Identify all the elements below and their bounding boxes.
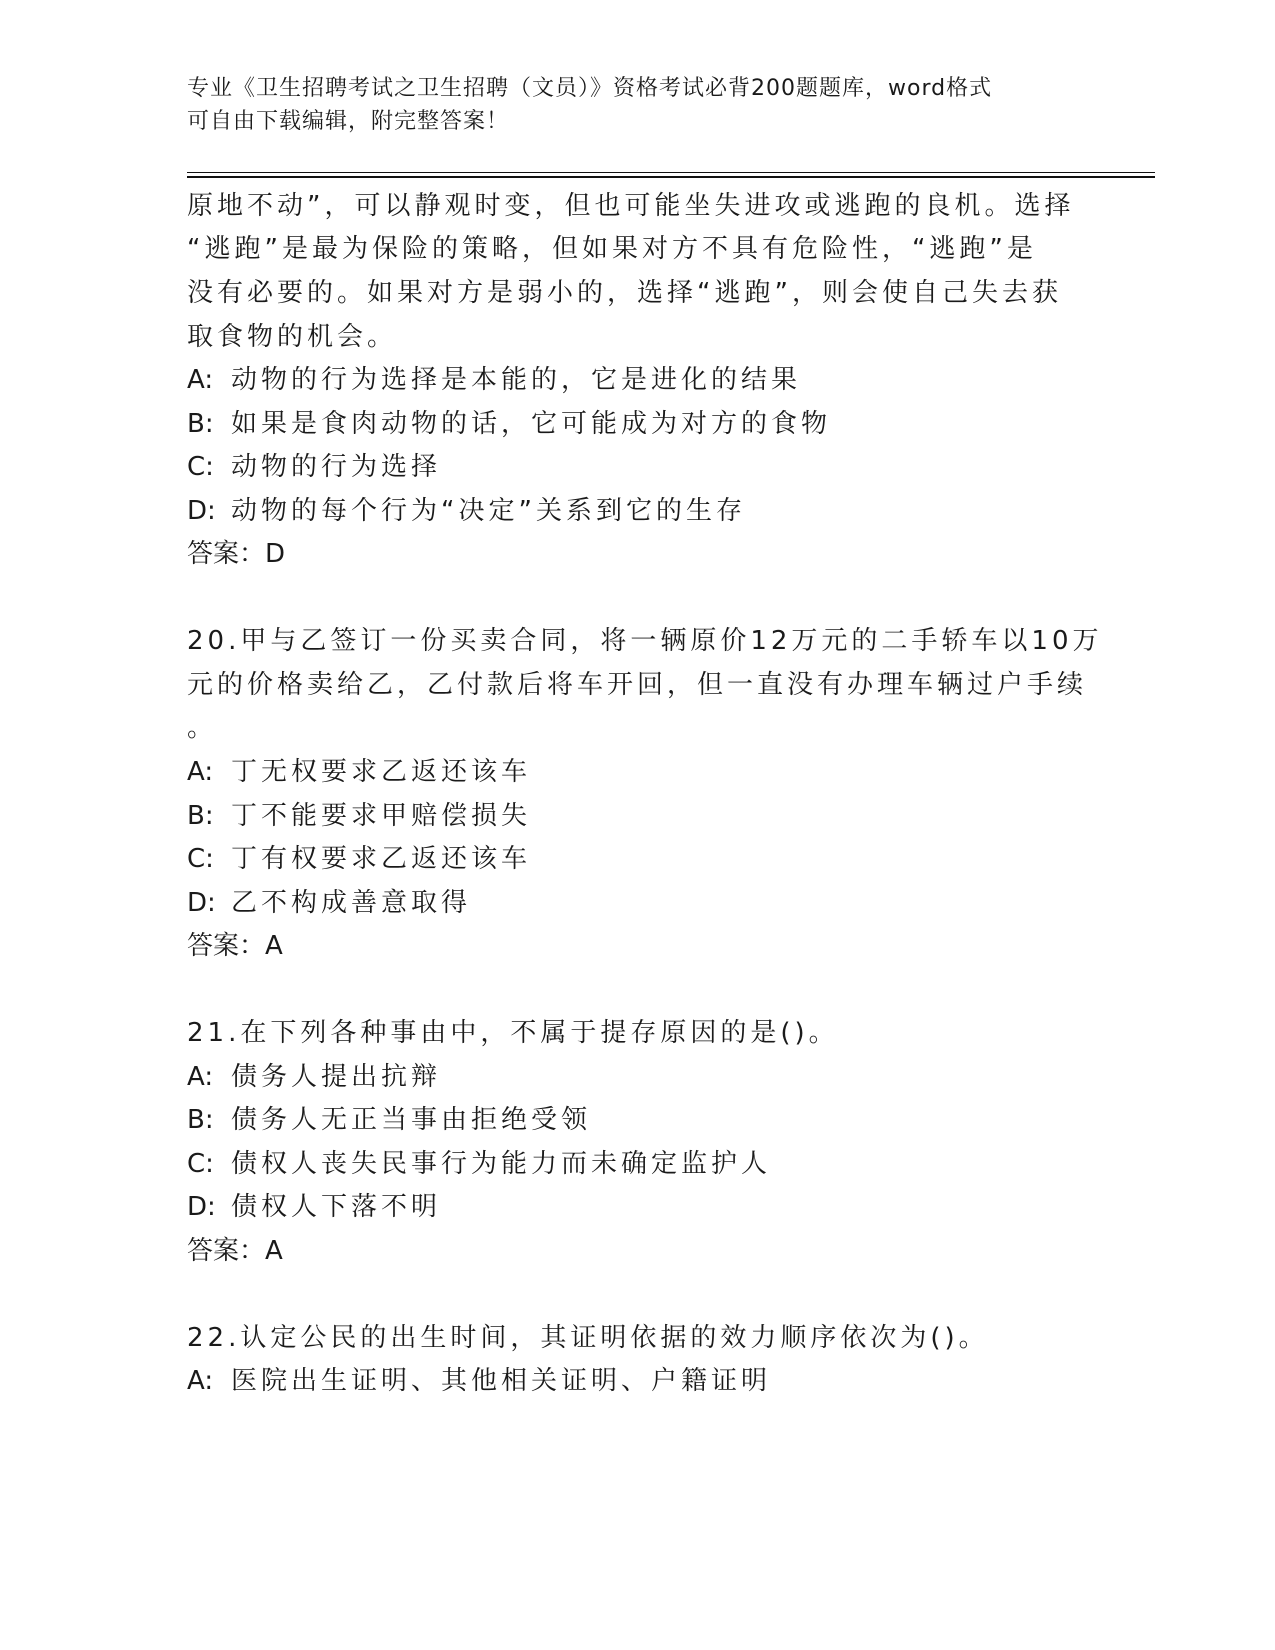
q21-text-line-1: 21.在下列各种事由中，不属于提存原因的是()。 (187, 1018, 839, 1048)
q20-text-line-1: 20.甲与乙签订一份买卖合同，将一辆原价12万元的二手轿车以10万 (187, 626, 1103, 656)
q20-option-b (187, 800, 531, 832)
option-text: 丁不能要求甲赔偿损失 (231, 801, 532, 831)
option-text: 动物的每个行为“决定”关系到它的生存 (231, 496, 746, 526)
q21-option-a (187, 1061, 441, 1093)
q20-option-c (187, 843, 531, 875)
q20-option-a (187, 756, 531, 788)
q19-text-line-4: 取食物的机会。 (187, 322, 398, 352)
option-label: A: (187, 757, 214, 787)
option-label: A: (187, 1062, 214, 1092)
option-text: 如果是食肉动物的话，它可能成为对方的食物 (231, 409, 832, 439)
q19-option-c (187, 451, 441, 483)
option-text: 丁无权要求乙返还该车 (231, 757, 532, 787)
option-label: A: (187, 1366, 214, 1396)
option-text: 动物的行为选择是本能的，它是进化的结果 (231, 365, 802, 395)
option-text: 丁有权要求乙返还该车 (231, 844, 532, 874)
option-text: 债权人下落不明 (231, 1192, 442, 1222)
header-line-1: 专业《卫生招聘考试之卫生招聘（文员）》资格考试必背200题题库，word格式 (187, 76, 993, 101)
q20-answer: 答案：A (187, 931, 283, 961)
q22-option-a (187, 1365, 771, 1397)
option-text: 债务人提出抗辩 (231, 1062, 442, 1092)
option-text: 债务人无正当事由拒绝受领 (231, 1105, 592, 1135)
q21-option-c (187, 1148, 771, 1180)
q19-text-line-1: 原地不动”，可以静观时变，但也可能坐失进攻或逃跑的良机。选择 (187, 191, 1075, 221)
option-label: A: (187, 365, 214, 395)
header-rule-thin (187, 172, 1155, 173)
option-label: C: (187, 452, 214, 482)
q19-text-line-3: 没有必要的。如果对方是弱小的，选择“逃跑”，则会使自己失去获 (187, 278, 1062, 308)
header-rule-thick (187, 176, 1155, 178)
option-text: 医院出生证明、其他相关证明、户籍证明 (231, 1366, 772, 1396)
q19-option-d (187, 495, 746, 527)
option-text: 动物的行为选择 (231, 452, 442, 482)
option-text: 债权人丧失民事行为能力而未确定监护人 (231, 1149, 772, 1179)
option-label: D: (187, 496, 216, 526)
option-label: C: (187, 844, 214, 874)
option-label: C: (187, 1149, 214, 1179)
q21-answer: 答案：A (187, 1236, 283, 1266)
document-header (187, 72, 1087, 138)
q21-option-d (187, 1191, 441, 1223)
q20-option-d (187, 887, 471, 919)
option-text: 乙不构成善意取得 (231, 888, 472, 918)
q19-text-line-2: “逃跑”是最为保险的策略，但如果对方不具有危险性，“逃跑”是 (187, 234, 1037, 264)
q19-option-b (187, 408, 831, 440)
option-label: D: (187, 1192, 216, 1222)
option-label: B: (187, 801, 214, 831)
option-label: B: (187, 409, 214, 439)
q20-text-line-3: 。 (187, 713, 218, 743)
q21-option-b (187, 1104, 591, 1136)
header-line-2: 可自由下载编辑，附完整答案！ (187, 109, 510, 134)
option-label: B: (187, 1105, 214, 1135)
q20-text-line-2: 元的价格卖给乙，乙付款后将车开回，但一直没有办理车辆过户手续 (187, 670, 1088, 700)
q19-option-a (187, 364, 801, 396)
option-label: D: (187, 888, 216, 918)
q19-answer: 答案：D (187, 539, 286, 569)
q22-text-line-1: 22.认定公民的出生时间，其证明依据的效力顺序依次为()。 (187, 1323, 989, 1353)
